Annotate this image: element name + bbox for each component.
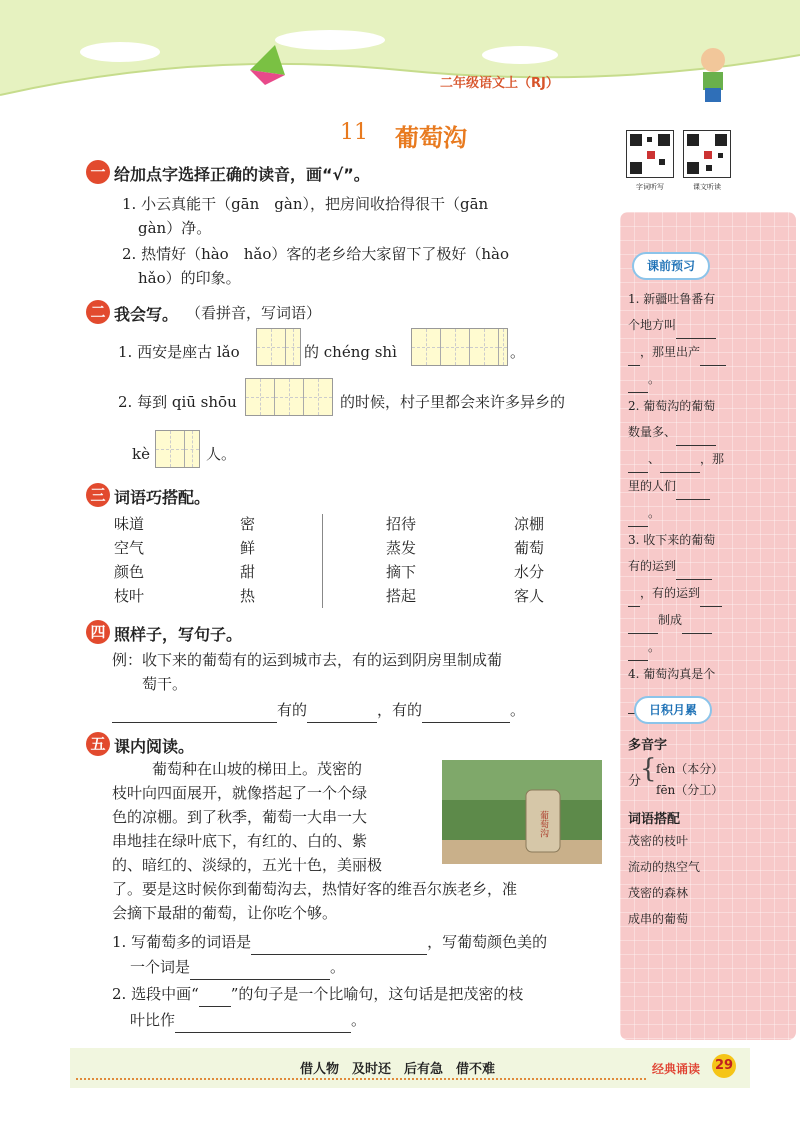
passage-line: 会摘下最甜的葡萄，让你吃个够。	[112, 904, 338, 922]
question-line	[112, 930, 547, 955]
question-line: 1. 西安是座古 lǎo	[118, 343, 240, 361]
qr-caption: 字词听写	[636, 183, 664, 191]
polyphone-char: 分	[628, 774, 642, 789]
writing-grid[interactable]	[411, 328, 508, 366]
qr-caption: 课文听读	[693, 183, 721, 191]
example-line: 萄干。	[142, 675, 188, 693]
q-text: 。	[330, 958, 346, 976]
q-text: ，写葡萄颜色美的	[427, 933, 548, 951]
phrase: 成串的葡萄	[628, 912, 689, 926]
question-line	[112, 982, 523, 1007]
polyphone-reading: fèn（本分）	[656, 762, 724, 776]
preview-item: 个地方叫	[628, 318, 677, 332]
preview-item: 制成	[658, 613, 683, 627]
answer-blank[interactable]	[175, 1008, 351, 1033]
word: 甜	[240, 563, 256, 581]
word: 客人	[514, 587, 545, 605]
word: 味道	[114, 515, 145, 533]
answer-blank[interactable]	[199, 982, 231, 1007]
collocation-heading: 词语搭配	[628, 812, 681, 827]
answer-blank[interactable]	[307, 698, 377, 723]
section-badge: 二	[86, 300, 110, 324]
word: 招待	[386, 515, 417, 533]
answer-blank[interactable]	[676, 473, 710, 500]
brace: {	[640, 754, 657, 784]
section-badge: 三	[86, 483, 110, 507]
section-title: 给加点字选择正确的读音，画“√”。	[114, 165, 370, 184]
q-text: 2. 选段中画“	[112, 985, 199, 1003]
writing-grid[interactable]	[256, 328, 301, 366]
lesson-number: 11	[340, 120, 368, 145]
answer-blank[interactable]	[700, 580, 722, 607]
answer-blank[interactable]	[660, 446, 700, 473]
word: 摘下	[386, 563, 417, 581]
word: 葡萄	[514, 539, 545, 557]
footer-dots	[76, 1078, 646, 1080]
answer-blank[interactable]	[628, 607, 658, 634]
word: 热	[240, 587, 256, 605]
preview-item: 1. 新疆吐鲁番有	[628, 292, 716, 306]
answer-blank[interactable]	[628, 500, 648, 527]
answer-blank[interactable]	[251, 930, 427, 955]
polyphone-reading: fēn（分工）	[656, 783, 724, 797]
word: 密	[240, 515, 256, 533]
q-text: 1. 写葡萄多的词语是	[112, 933, 252, 951]
passage-line: 了。要是这时候你到葡萄沟去，热情好客的维吾尔族老乡，准	[112, 880, 518, 898]
answer-blank[interactable]	[190, 955, 330, 980]
passage-photo	[442, 760, 602, 864]
preview-item: 。	[648, 506, 661, 520]
q-text: 叶比作	[130, 1011, 176, 1029]
preview-item: ，那	[700, 452, 725, 466]
word: 颜色	[114, 563, 145, 581]
question-line: 的时候，村子里都会来许多异乡的	[340, 393, 566, 411]
section-title: 课内阅读。	[114, 737, 195, 756]
question-line: 2. 每到 qiū shōu	[118, 393, 237, 411]
accumulation-cloud: 日积月累	[634, 696, 712, 724]
fill-word: 有的	[277, 701, 308, 719]
header-banner	[0, 0, 800, 110]
fill-line[interactable]	[112, 698, 525, 723]
fill-word: 。	[510, 701, 526, 719]
section-badge: 五	[86, 732, 110, 756]
question-line: gàn）净。	[138, 219, 212, 237]
collocation-list	[628, 828, 700, 932]
preview-item: 。	[648, 372, 661, 386]
photo-sign: 葡萄沟	[538, 810, 548, 838]
passage-line: 的、暗红的、淡绿的，五光十色，美丽极	[112, 856, 383, 874]
word: 蒸发	[386, 539, 417, 557]
preview-item: 有的运到	[628, 559, 677, 573]
section-subtitle: （看拼音，写词语）	[186, 304, 322, 322]
word: 枝叶	[114, 587, 145, 605]
word-column	[240, 512, 280, 608]
section-title: 照样子，写句子。	[114, 625, 243, 644]
footer-brand: 经典诵读	[652, 1062, 701, 1076]
preview-item: 2. 葡萄沟的葡萄	[628, 399, 716, 413]
phrase: 茂密的森林	[628, 886, 689, 900]
preview-list	[628, 286, 788, 714]
preview-item: 。	[648, 640, 661, 654]
writing-grid[interactable]	[245, 378, 333, 416]
preview-item: 、	[648, 452, 661, 466]
question-line: 人。	[206, 445, 237, 463]
question-line	[130, 1008, 366, 1033]
qr-code-reading[interactable]	[683, 130, 731, 178]
writing-grid[interactable]	[155, 430, 200, 468]
answer-blank[interactable]	[628, 580, 640, 607]
phrase: 茂密的枝叶	[628, 834, 689, 848]
word: 空气	[114, 539, 145, 557]
question-line: hǎo）的印象。	[138, 269, 241, 287]
section-badge: 一	[86, 160, 110, 184]
passage-line: 串地挂在绿叶底下，有红的、白的、紫	[112, 832, 368, 850]
question-line: 的 chéng shì	[304, 343, 397, 361]
question-line: 。	[510, 343, 526, 361]
passage-line: 枝叶向四面展开，就像搭起了一个个绿	[112, 784, 368, 802]
passage-line: 葡萄种在山坡的梯田上。茂密的	[152, 760, 363, 778]
answer-blank[interactable]	[628, 634, 648, 661]
section-title: 我会写。	[114, 305, 179, 324]
preview-item: ，那里出产	[640, 345, 701, 359]
question-line: 1. 小云真能干（gān gàn），把房间收拾得很干（gān	[122, 195, 489, 213]
preview-item: 数量多、	[628, 425, 677, 439]
preview-item: 4. 葡萄沟真是个	[628, 667, 716, 681]
phrase: 流动的热空气	[628, 860, 701, 874]
grade-label: 二年级语文上（RJ）	[440, 76, 559, 91]
preview-item: 里的人们	[628, 479, 677, 493]
answer-blank[interactable]	[682, 607, 712, 634]
lesson-title: 葡萄沟	[395, 124, 467, 152]
word: 鲜	[240, 539, 256, 557]
question-line	[130, 955, 345, 980]
qr-code-dictation[interactable]	[626, 130, 674, 178]
question-line: 2. 热情好（hào hǎo）客的老乡给大家留下了极好（hào	[122, 245, 509, 263]
word: 搭起	[386, 587, 417, 605]
section-badge: 四	[86, 620, 110, 644]
word: 水分	[514, 563, 545, 581]
q-text: 一个词是	[130, 958, 191, 976]
question-line: kè	[132, 445, 150, 463]
answer-blank[interactable]	[676, 312, 716, 339]
page-number: 29	[712, 1054, 736, 1078]
section-title: 词语巧搭配。	[114, 488, 211, 507]
answer-blank[interactable]	[112, 698, 277, 723]
q-text: 。	[351, 1011, 367, 1029]
answer-blank[interactable]	[676, 553, 712, 580]
answer-blank[interactable]	[700, 339, 726, 366]
answer-blank[interactable]	[628, 339, 640, 366]
preview-cloud: 课前预习	[632, 252, 710, 280]
footer-proverb: 借人物 及时还 后有急 借不难	[300, 1062, 496, 1077]
polyphone-heading: 多音字	[628, 738, 668, 753]
example-line: 例：收下来的葡萄有的运到城市去，有的运到阴房里制成葡	[112, 651, 503, 669]
word: 凉棚	[514, 515, 545, 533]
word-column	[514, 512, 574, 608]
preview-item: 3. 收下来的葡萄	[628, 533, 716, 547]
passage-line: 色的凉棚。到了秋季，葡萄一大串一大	[112, 808, 368, 826]
answer-blank[interactable]	[422, 698, 510, 723]
preview-item: ，有的运到	[640, 586, 701, 600]
answer-blank[interactable]	[628, 446, 648, 473]
word-column	[386, 512, 446, 608]
word-column	[114, 512, 174, 608]
answer-blank[interactable]	[676, 419, 716, 446]
fill-word: ，有的	[377, 701, 423, 719]
divider	[322, 514, 323, 608]
q-text: ”的句子是一个比喻句，这句话是把茂密的枝	[230, 985, 524, 1003]
answer-blank[interactable]	[628, 366, 648, 393]
